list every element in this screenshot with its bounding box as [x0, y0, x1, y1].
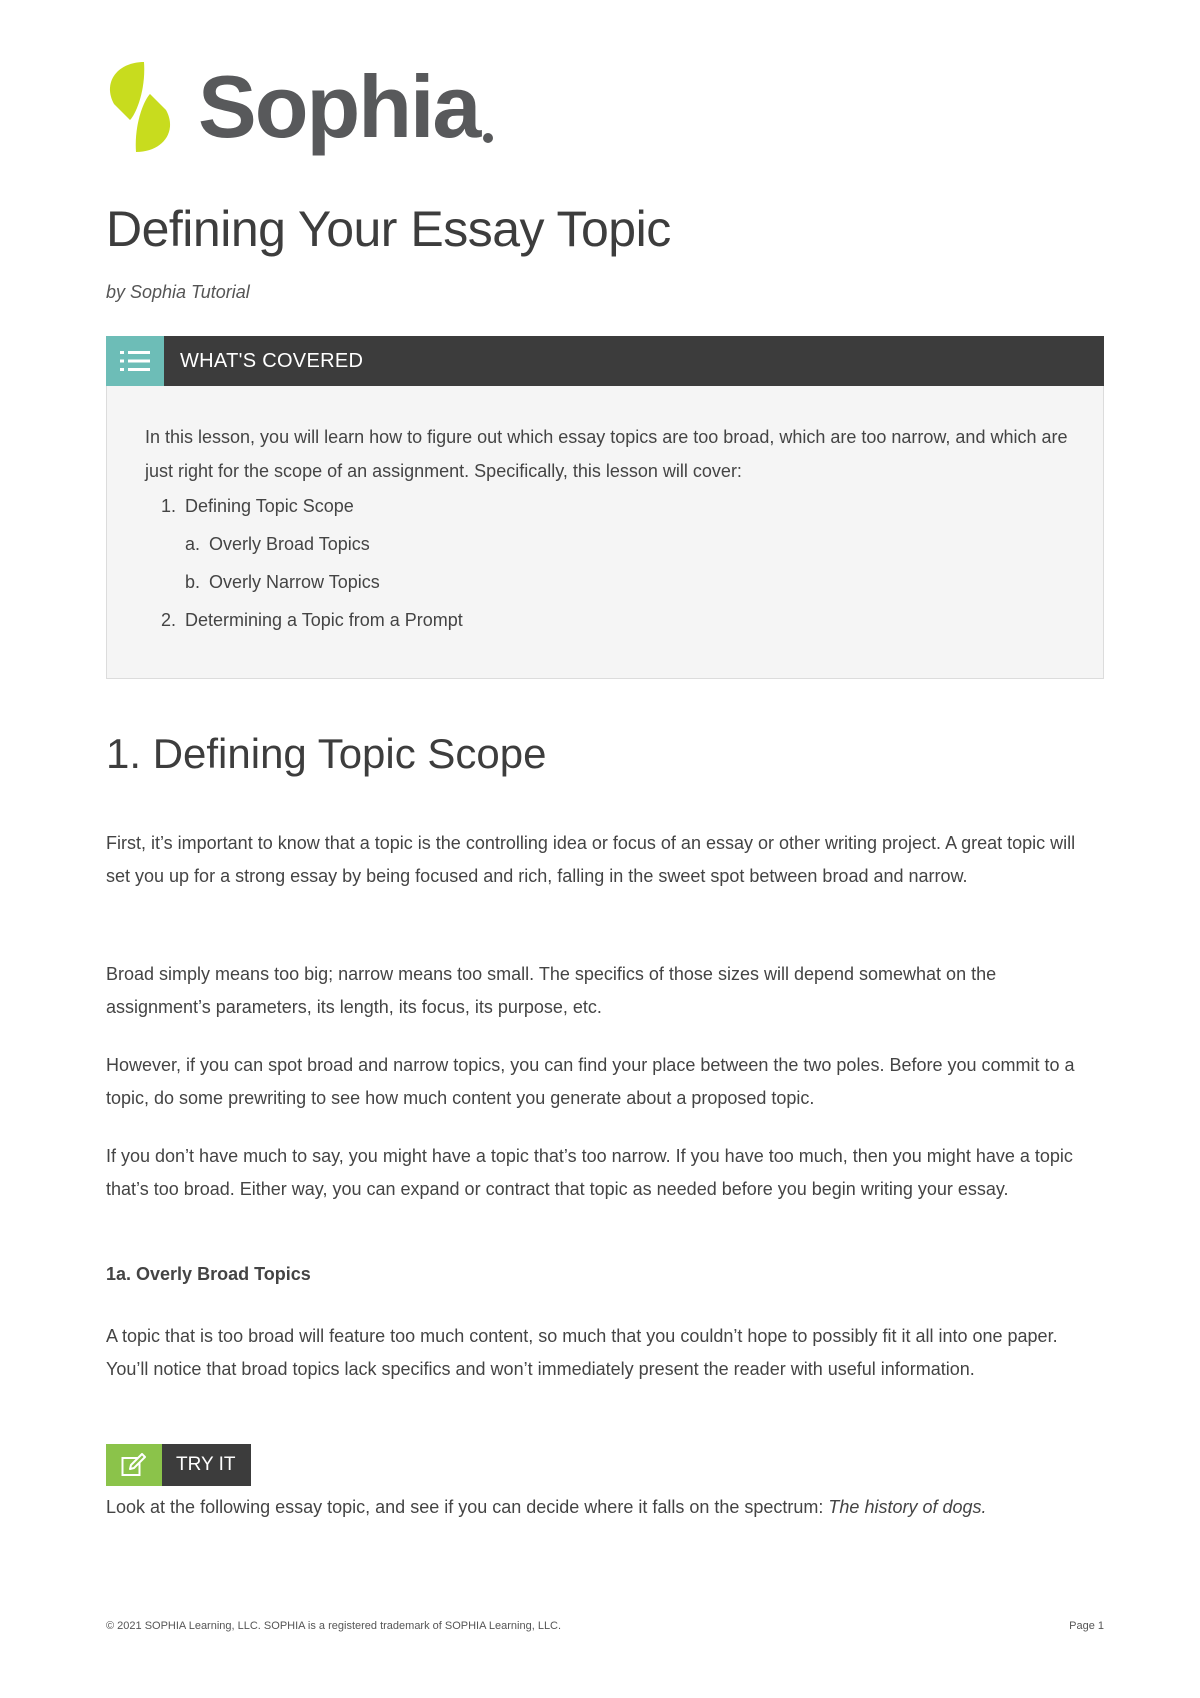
byline: by Sophia Tutorial: [106, 282, 250, 302]
try-it-text: Look at the following essay topic, and see if you can decide where it falls on the spectrum: The history of dogs.: [106, 1497, 987, 1517]
footer-copyright: © 2021 SOPHIA Learning, LLC. SOPHIA is a registered trademark of SOPHIA Learning, LLC.: [106, 1620, 562, 1632]
outline-item: b. Overly Narrow Topics: [185, 572, 380, 592]
document-title: Defining Your Essay Topic: [106, 201, 671, 257]
whats-covered-header: [106, 336, 1104, 386]
section-heading: 1. Defining Topic Scope: [106, 730, 547, 777]
paragraph: Broad simply means too big; narrow means too small. The specifics of those sizes will depend somewhat on the assignment’s parameters, its length, its focus, its purpose, etc.: [106, 964, 997, 1017]
sophia-leaf-icon: [106, 60, 174, 154]
sophia-logo: [106, 54, 479, 160]
try-it-banner: [106, 1444, 251, 1486]
edit-icon: [106, 1444, 162, 1486]
whats-covered-box: [106, 386, 1104, 679]
paragraph: A topic that is too broad will feature too much content, so much that you couldn’t hope to possibly fit it all into one paper. You’ll notice that broad topics lack specifics and won’t immediately present the reader with useful information.: [106, 1326, 1058, 1379]
outline-item: a. Overly Broad Topics: [185, 534, 370, 554]
list-icon: [106, 336, 164, 386]
outline-item: 2. Determining a Topic from a Prompt: [161, 610, 463, 630]
logo-wordmark: Sophia: [198, 63, 479, 151]
paragraph: If you don’t have much to say, you might have a topic that’s too narrow. If you have too much, then you might have a topic that’s too broad. Either way, you can expand or contract that topic as needed before you begin writing your essay.: [106, 1146, 1073, 1199]
essay-topic-example: The history of dogs.: [828, 1497, 987, 1517]
paragraph: First, it’s important to know that a topic is the controlling idea or focus of an essay or other writing project. A great topic will set you up for a strong essay by being focused and rich, falling in the sweet spot between broad and narrow.: [106, 833, 1076, 886]
document-page: [106, 0, 1104, 1698]
outline-item: 1. Defining Topic Scope: [161, 496, 354, 516]
covered-intro: In this lesson, you will learn how to figure out which essay topics are too broad, which are too narrow, and which are just right for the scope of an assignment. Specifically, this lesson will cover:: [145, 427, 1068, 481]
page-number: Page 1: [1069, 1620, 1104, 1632]
whats-covered-title: WHAT'S COVERED: [180, 349, 364, 372]
paragraph: However, if you can spot broad and narrow topics, you can find your place between the two poles. Before you commit to a topic, do some prewriting to see how much content you generate about a proposed topic.: [106, 1055, 1075, 1108]
subsection-heading: 1a. Overly Broad Topics: [106, 1264, 311, 1284]
try-it-label: TRY IT: [162, 1444, 251, 1486]
